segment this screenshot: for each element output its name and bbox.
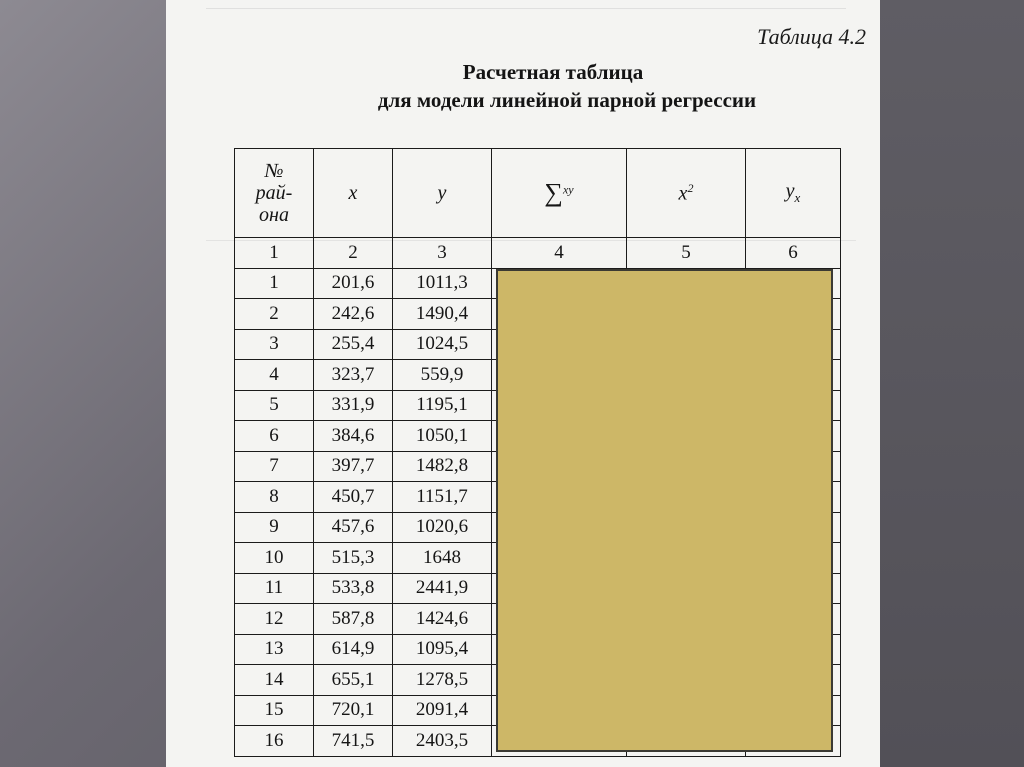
cell-n: 15: [235, 695, 314, 726]
cell-x: 384,6: [314, 421, 393, 452]
cell-y: 1278,5: [393, 665, 492, 696]
header-y: y: [393, 149, 492, 238]
header-y-x: $y_x$: [746, 149, 841, 238]
cell-y: 2441,9: [393, 573, 492, 604]
cell-n: 11: [235, 573, 314, 604]
cell-y: 1095,4: [393, 634, 492, 665]
table-title-line1: Расчетная таблица: [462, 60, 644, 84]
cell-n: 9: [235, 512, 314, 543]
bleed-through-line: [206, 8, 846, 19]
cell-n: 2: [235, 299, 314, 330]
cell-y: 2403,5: [393, 726, 492, 757]
column-number: 1: [235, 238, 314, 269]
cell-x: 331,9: [314, 390, 393, 421]
column-number: 2: [314, 238, 393, 269]
cell-x: 533,8: [314, 573, 393, 604]
cell-n: 10: [235, 543, 314, 574]
redaction-overlay: [496, 269, 833, 752]
cell-x: 323,7: [314, 360, 393, 391]
header-x: x: [314, 149, 393, 238]
cell-x: 457,6: [314, 512, 393, 543]
cell-x: 741,5: [314, 726, 393, 757]
header-region-number: № рай- она: [235, 149, 314, 238]
cell-n: 13: [235, 634, 314, 665]
cell-x: 515,3: [314, 543, 393, 574]
cell-n: 7: [235, 451, 314, 482]
cell-x: 397,7: [314, 451, 393, 482]
cell-y: 1482,8: [393, 451, 492, 482]
header-x-squared: $x^2$: [627, 149, 746, 238]
column-number: 6: [746, 238, 841, 269]
column-number: 5: [627, 238, 746, 269]
column-number-row: [235, 238, 841, 269]
cell-n: 3: [235, 329, 314, 360]
cell-y: 1011,3: [393, 268, 492, 299]
cell-n: 14: [235, 665, 314, 696]
cell-x: 655,1: [314, 665, 393, 696]
column-number: 4: [492, 238, 627, 269]
cell-n: 4: [235, 360, 314, 391]
cell-y: 1151,7: [393, 482, 492, 513]
cell-n: 5: [235, 390, 314, 421]
cell-x: 450,7: [314, 482, 393, 513]
background-right-band: [880, 0, 1024, 767]
cell-y: 559,9: [393, 360, 492, 391]
cell-n: 16: [235, 726, 314, 757]
table-title-line2: для модели линейной парной регрессии: [377, 88, 757, 112]
cell-x: 614,9: [314, 634, 393, 665]
cell-y: 1648: [393, 543, 492, 574]
cell-x: 587,8: [314, 604, 393, 635]
cell-x: 255,4: [314, 329, 393, 360]
cell-y: 1195,1: [393, 390, 492, 421]
cell-x: 201,6: [314, 268, 393, 299]
cell-n: 12: [235, 604, 314, 635]
cell-y: 1490,4: [393, 299, 492, 330]
cell-y: 1020,6: [393, 512, 492, 543]
cell-n: 1: [235, 268, 314, 299]
cell-y: 2091,4: [393, 695, 492, 726]
column-number: 3: [393, 238, 492, 269]
cell-n: 8: [235, 482, 314, 513]
header-row: [235, 149, 841, 238]
table-number: Таблица 4.2: [757, 24, 866, 49]
header-sum-xy: ∑$^{xy}$: [492, 149, 627, 238]
cell-x: 242,6: [314, 299, 393, 330]
cell-x: 720,1: [314, 695, 393, 726]
cell-y: 1024,5: [393, 329, 492, 360]
document-page: [166, 0, 880, 767]
cell-y: 1424,6: [393, 604, 492, 635]
cell-n: 6: [235, 421, 314, 452]
cell-y: 1050,1: [393, 421, 492, 452]
